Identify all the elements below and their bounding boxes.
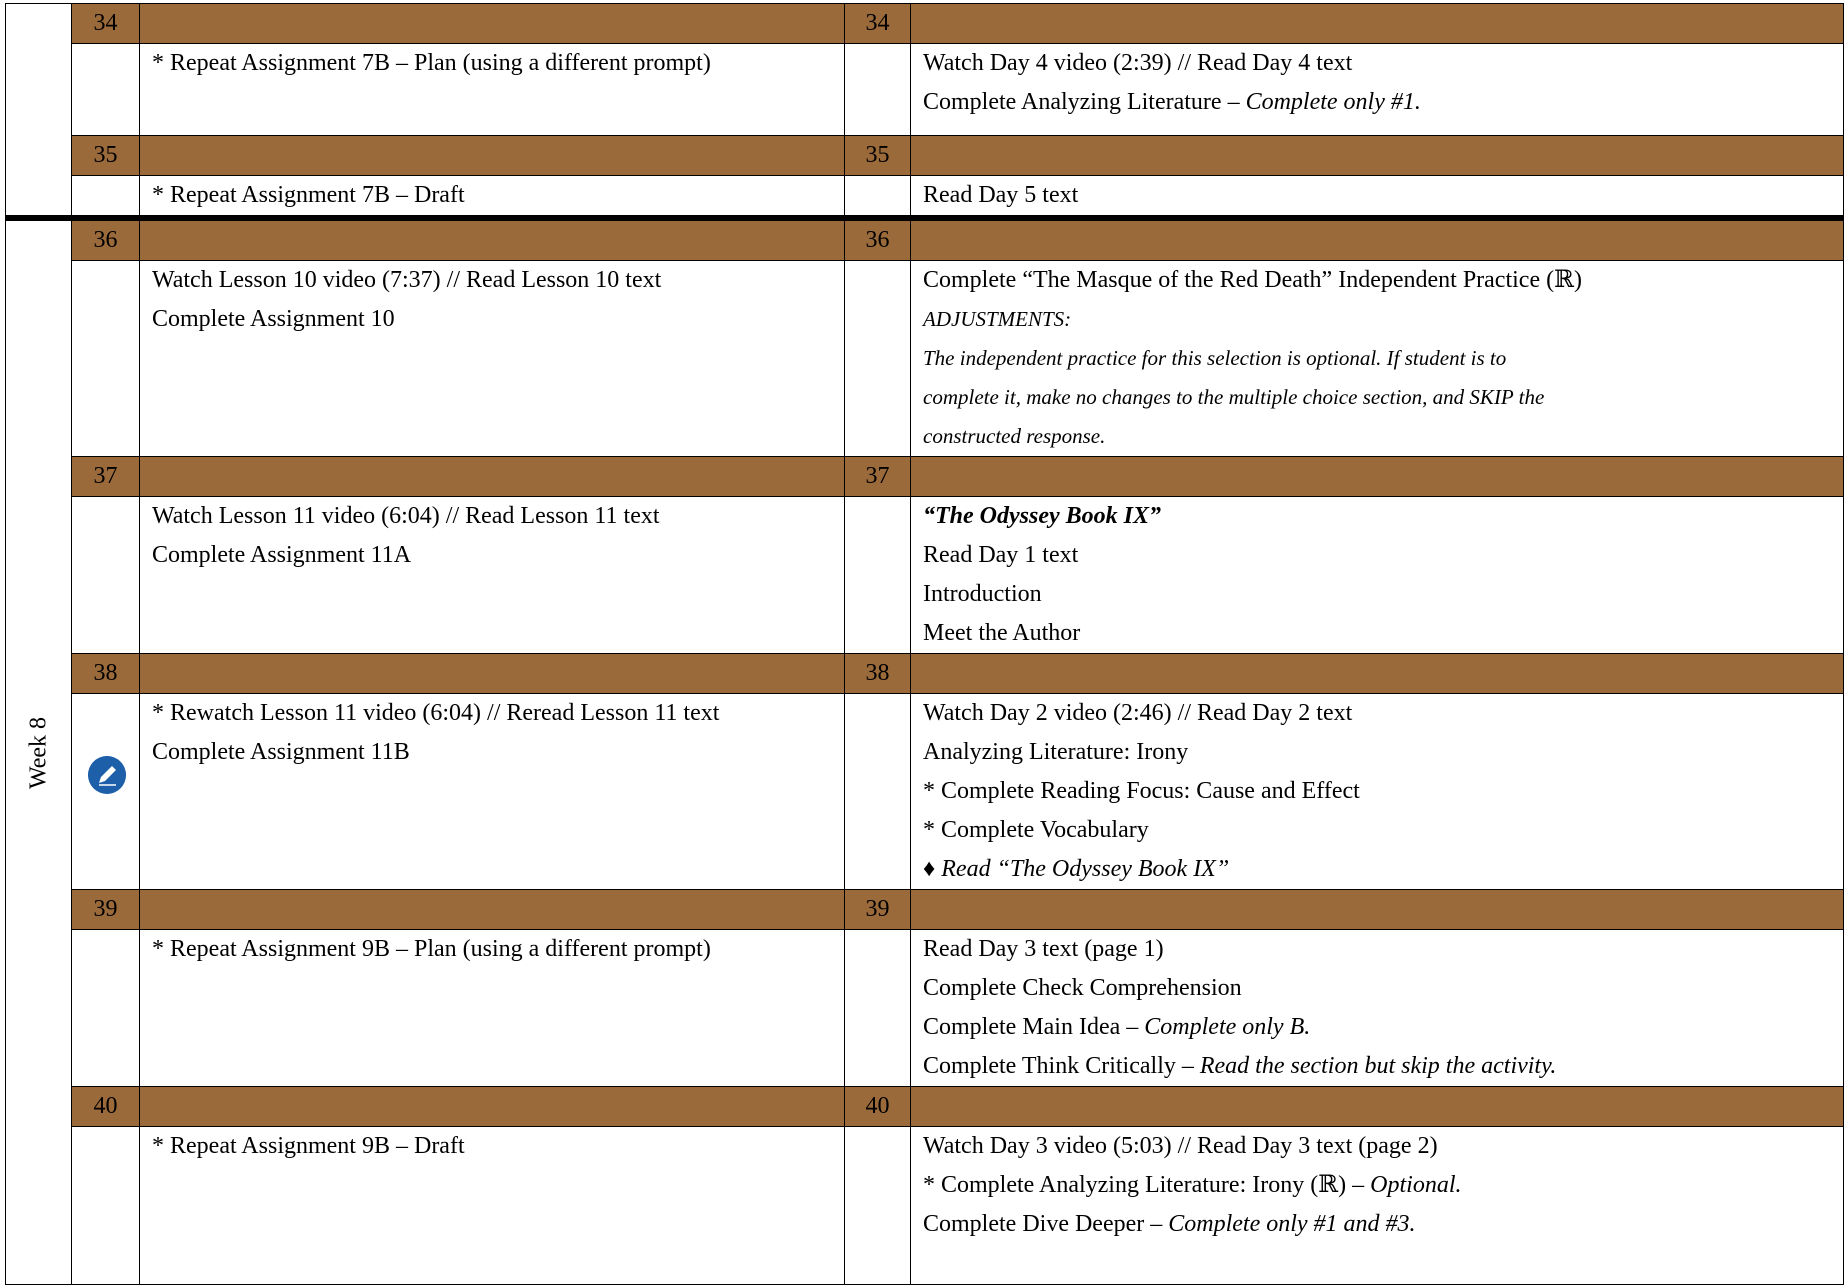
right-task-line xyxy=(923,969,1843,1008)
day-header-row xyxy=(6,457,1844,497)
week-cell xyxy=(6,218,72,1285)
day-number: 38 xyxy=(72,654,140,694)
task-text: Complete only #1. xyxy=(1245,89,1421,115)
icon-cell xyxy=(72,930,140,1087)
icon-cell xyxy=(72,176,140,219)
left-task-line xyxy=(152,497,844,536)
header-blank xyxy=(140,890,845,930)
task-text: Optional. xyxy=(1370,1172,1462,1198)
task-text: Watch Day 2 video (2:46) // Read Day 2 text xyxy=(923,700,1353,726)
reading-task-cell xyxy=(911,1127,1844,1285)
task-text: constructed response. xyxy=(923,424,1106,448)
left-task-line xyxy=(152,1127,844,1166)
task-text: Complete Assignment 10 xyxy=(152,306,395,332)
day-number: 34 xyxy=(72,4,140,44)
right-task-line xyxy=(923,176,1843,215)
task-text: * Repeat Assignment 9B – Plan (using a different prompt) xyxy=(152,936,711,962)
reading-task-cell xyxy=(911,176,1844,219)
right-task-line xyxy=(923,614,1843,653)
header-blank xyxy=(911,136,1844,176)
day-number: 38 xyxy=(845,654,911,694)
task-text: ADJUSTMENTS: xyxy=(923,307,1072,331)
reading-task-cell xyxy=(911,44,1844,136)
task-text: Watch Lesson 11 video (6:04) // Read Lesson 11 text xyxy=(152,503,660,529)
right-task-line xyxy=(923,1127,1843,1166)
icon-cell xyxy=(72,1127,140,1285)
day-number: 35 xyxy=(845,136,911,176)
left-task-line xyxy=(152,300,844,339)
left-task-line xyxy=(152,733,844,772)
task-text: Watch Lesson 10 video (7:37) // Read Lesson 10 text xyxy=(152,267,662,293)
day-number: 36 xyxy=(845,218,911,261)
day-body-row xyxy=(6,497,1844,654)
task-text: Meet the Author xyxy=(923,620,1081,646)
task-text: Complete only B. xyxy=(1144,1014,1311,1040)
left-task-line xyxy=(152,536,844,575)
day-number: 40 xyxy=(845,1087,911,1127)
task-text: Complete “The Masque of the Red Death” Independent Practice (ℝ) xyxy=(923,267,1583,293)
header-blank xyxy=(911,654,1844,694)
day-header-row xyxy=(6,1087,1844,1127)
task-text: Complete Main Idea – xyxy=(923,1014,1145,1040)
pencil-icon xyxy=(88,756,126,794)
day-body-row xyxy=(6,694,1844,890)
left-task-line xyxy=(152,930,844,969)
header-blank xyxy=(911,457,1844,497)
day-number: 40 xyxy=(72,1087,140,1127)
task-text: “The Odyssey Book IX” xyxy=(923,503,1161,529)
writing-task-cell xyxy=(140,930,845,1087)
right-task-line xyxy=(923,417,1843,456)
day-number: 35 xyxy=(72,136,140,176)
task-text: Introduction xyxy=(923,581,1042,607)
day-body-row xyxy=(6,261,1844,457)
task-text: * Complete Reading Focus: Cause and Effect xyxy=(923,778,1360,804)
right-task-line xyxy=(923,83,1843,122)
writing-task-cell xyxy=(140,497,845,654)
day-number: 37 xyxy=(845,457,911,497)
blank-cell xyxy=(845,44,911,136)
task-text: Read “The Odyssey Book IX” xyxy=(941,856,1230,882)
blank-cell xyxy=(845,261,911,457)
task-text: ♦ xyxy=(923,856,942,882)
right-task-line xyxy=(923,1008,1843,1047)
reading-task-cell xyxy=(911,930,1844,1087)
right-task-line xyxy=(923,378,1843,417)
writing-task-cell xyxy=(140,694,845,890)
task-text: * Complete Vocabulary xyxy=(923,817,1149,843)
right-task-line xyxy=(923,733,1843,772)
task-text: * Repeat Assignment 7B – Draft xyxy=(152,182,465,208)
right-task-line xyxy=(923,1047,1843,1086)
task-text: * Repeat Assignment 7B – Plan (using a different prompt) xyxy=(152,50,711,76)
header-blank xyxy=(911,218,1844,261)
icon-cell xyxy=(72,497,140,654)
task-text: Complete Check Comprehension xyxy=(923,975,1242,1001)
right-task-line xyxy=(923,1205,1843,1244)
day-number: 34 xyxy=(845,4,911,44)
right-task-line xyxy=(923,811,1843,850)
reading-task-cell xyxy=(911,694,1844,890)
day-body-row xyxy=(6,930,1844,1087)
task-text: Read Day 5 text xyxy=(923,182,1079,208)
day-header-row xyxy=(6,218,1844,261)
left-task-line xyxy=(152,176,844,215)
right-task-line xyxy=(923,930,1843,969)
header-blank xyxy=(911,4,1844,44)
task-text: Watch Day 3 video (5:03) // Read Day 3 text (page 2) xyxy=(923,1133,1438,1159)
task-text: Watch Day 4 video (2:39) // Read Day 4 text xyxy=(923,50,1353,76)
task-text: Read Day 1 text xyxy=(923,542,1079,568)
blank-cell xyxy=(845,1127,911,1285)
header-blank xyxy=(140,1087,845,1127)
task-text: Read Day 3 text (page 1) xyxy=(923,936,1164,962)
blank-cell xyxy=(845,497,911,654)
writing-task-cell xyxy=(140,44,845,136)
day-body-row xyxy=(6,1127,1844,1285)
header-blank xyxy=(911,890,1844,930)
task-text: Complete Analyzing Literature – xyxy=(923,89,1246,115)
task-text: * Rewatch Lesson 11 video (6:04) // Reread Lesson 11 text xyxy=(152,700,720,726)
right-task-line xyxy=(923,1166,1843,1205)
task-text: Complete Dive Deeper – xyxy=(923,1211,1169,1237)
day-header-row xyxy=(6,890,1844,930)
day-header-row xyxy=(6,4,1844,44)
task-text: Complete Assignment 11A xyxy=(152,542,412,568)
day-number: 39 xyxy=(845,890,911,930)
task-text: Complete Think Critically – xyxy=(923,1053,1200,1079)
header-blank xyxy=(140,136,845,176)
task-text: Complete only #1 and #3. xyxy=(1168,1211,1416,1237)
day-header-row xyxy=(6,654,1844,694)
task-text: * Complete Analyzing Literature: Irony (ℝ) – xyxy=(923,1172,1371,1198)
blank-cell xyxy=(845,694,911,890)
left-task-line xyxy=(152,694,844,733)
blank-cell xyxy=(845,176,911,219)
header-blank xyxy=(140,457,845,497)
week-cell xyxy=(6,4,72,219)
writing-task-cell xyxy=(140,261,845,457)
task-text: * Repeat Assignment 9B – Draft xyxy=(152,1133,465,1159)
right-task-line xyxy=(923,850,1843,889)
reading-task-cell xyxy=(911,497,1844,654)
task-text: Complete Assignment 11B xyxy=(152,739,410,765)
right-task-line xyxy=(923,300,1843,339)
schedule-body xyxy=(6,4,1844,1285)
header-blank xyxy=(911,1087,1844,1127)
day-number: 37 xyxy=(72,457,140,497)
left-task-line xyxy=(152,261,844,300)
header-blank xyxy=(140,654,845,694)
day-body-row xyxy=(6,44,1844,136)
right-task-line xyxy=(923,575,1843,614)
task-text: The independent practice for this selection is optional. If student is to xyxy=(923,346,1507,370)
icon-cell xyxy=(72,261,140,457)
icon-cell xyxy=(72,694,140,890)
header-blank xyxy=(140,4,845,44)
day-number: 36 xyxy=(72,218,140,261)
day-body-row xyxy=(6,176,1844,219)
right-task-line xyxy=(923,339,1843,378)
icon-cell xyxy=(72,44,140,136)
right-task-line xyxy=(923,694,1843,733)
reading-task-cell xyxy=(911,261,1844,457)
task-text: Analyzing Literature: Irony xyxy=(923,739,1189,765)
right-task-line xyxy=(923,497,1843,536)
task-text: complete it, make no changes to the multiple choice section, and SKIP the xyxy=(923,385,1545,409)
right-task-line xyxy=(923,536,1843,575)
left-task-line xyxy=(152,44,844,83)
right-task-line xyxy=(923,261,1843,300)
header-blank xyxy=(140,218,845,261)
writing-task-cell xyxy=(140,176,845,219)
right-task-line xyxy=(923,772,1843,811)
writing-task-cell xyxy=(140,1127,845,1285)
schedule-table xyxy=(5,3,1844,1285)
day-header-row xyxy=(6,136,1844,176)
right-task-line xyxy=(923,44,1843,83)
blank-cell xyxy=(845,930,911,1087)
task-text: Read the section but skip the activity. xyxy=(1199,1053,1557,1079)
week-label: Week 8 xyxy=(25,716,51,789)
day-number: 39 xyxy=(72,890,140,930)
